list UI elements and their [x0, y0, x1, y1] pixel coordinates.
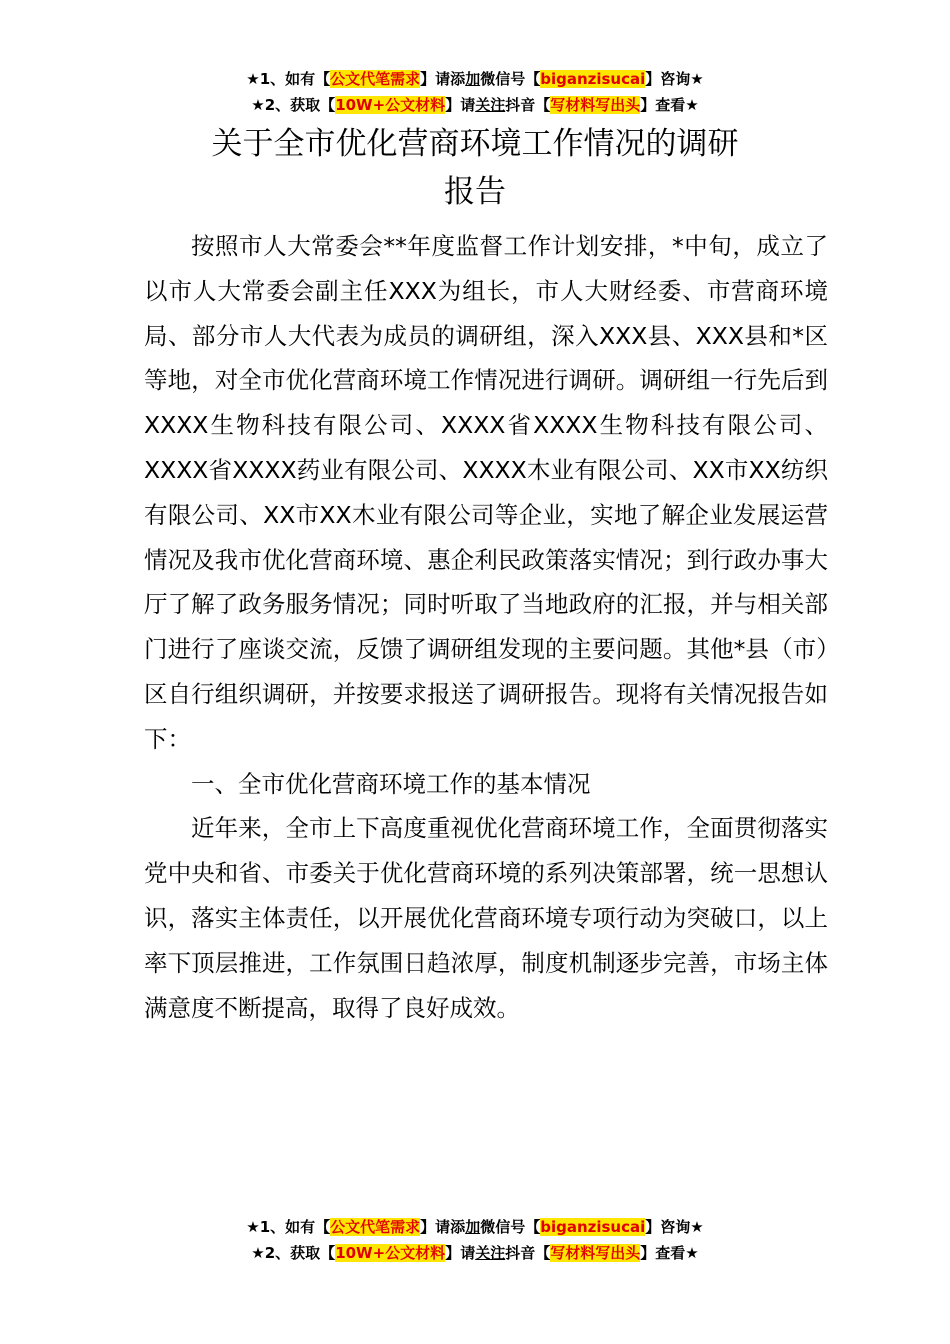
promo-text: 】请 — [445, 1244, 476, 1262]
promo-text: ★1、如有【 — [246, 1218, 331, 1236]
promo-highlight-douyin: 写材料写出头 — [550, 96, 641, 114]
promo-text: 】咨询★ — [645, 70, 704, 88]
promo-line-2 — [0, 92, 950, 118]
promo-text: ★1、如有【 — [246, 70, 331, 88]
promo-highlight-materials: 10W+公文材料 — [335, 1244, 446, 1262]
promo-text: 】请添 — [420, 1218, 466, 1236]
promo-text: ★2、获取【 — [251, 96, 336, 114]
promo-text: 抖音【 — [505, 96, 551, 114]
promo-highlight-wechat-id: biganzisucai — [540, 1218, 646, 1236]
promo-text: 微信号【 — [480, 1218, 541, 1236]
promo-text: 】咨询★ — [645, 1218, 704, 1236]
promo-line-2 — [0, 1240, 950, 1266]
promo-underline-text: 加 — [465, 1218, 481, 1236]
promo-underline-text: 关注 — [475, 1244, 506, 1262]
document-title — [0, 120, 950, 216]
section-paragraph: 近年来，全市上下高度重视优化营商环境工作，全面贯彻落实党中央和省、市委关于优化营商环境的系列决策部署，统一思想认识，落实主体责任，以开展优化营商环境专项行动为突破口，以上率下顶层推进，工作氛围日趋浓厚，制度机制逐步完善，市场主体满意度不断提高，取得了良好成效。 — [144, 814, 828, 1022]
promo-text: 】请 — [445, 96, 476, 114]
promo-underline-text: 加 — [465, 70, 481, 88]
promo-underline-text: 关注 — [475, 96, 506, 114]
promo-highlight-douyin: 写材料写出头 — [550, 1244, 641, 1262]
intro-paragraph: 按照市人大常委会**年度监督工作计划安排，*中旬，成立了以市人大常委会副主任XXX为组长，市人大财经委、市营商环境局、部分市人大代表为成员的调研组，深入XXX县、XXX县和*区等地，对全市优化营商环境工作情况进行调研。调研组一行先后到XXXX生物科技有限公司、XXXX省XXXX生物科技有限公司、XXXX省XXXX药业有限公司、XXXX木业有限公司、XX市XX纺织有限公司、XX市XX木业有限公司等企业，实地了解企业发展运营情况及我市优化营商环境、惠企利民政策落实情况；到行政办事大厅了解了政务服务情况；同时听取了当地政府的汇报，并与相关部门进行了座谈交流，反馈了调研组发现的主要问题。其他*县（市）区自行组织调研，并按要求报送了调研报告。现将有关情况报告如下： — [144, 232, 828, 753]
footer-promo-banner — [0, 1214, 950, 1266]
promo-text: ★2、获取【 — [251, 1244, 336, 1262]
promo-line-1 — [0, 66, 950, 92]
document-title-line-2: 报告 — [444, 174, 506, 210]
promo-text: 抖音【 — [505, 1244, 551, 1262]
promo-text: 】查看★ — [640, 1244, 699, 1262]
document-title-line-1: 关于全市优化营商环境工作情况的调研 — [211, 126, 739, 162]
promo-highlight-service: 公文代笔需求 — [330, 70, 421, 88]
promo-line-1 — [0, 1214, 950, 1240]
promo-highlight-wechat-id: biganzisucai — [540, 70, 646, 88]
promo-text: 微信号【 — [480, 70, 541, 88]
promo-text: 】请添 — [420, 70, 466, 88]
document-body — [144, 224, 828, 1030]
promo-highlight-materials: 10W+公文材料 — [335, 96, 446, 114]
section-heading: 一、全市优化营商环境工作的基本情况 — [191, 769, 591, 798]
promo-highlight-service: 公文代笔需求 — [330, 1218, 421, 1236]
header-promo-banner — [0, 66, 950, 118]
promo-text: 】查看★ — [640, 96, 699, 114]
